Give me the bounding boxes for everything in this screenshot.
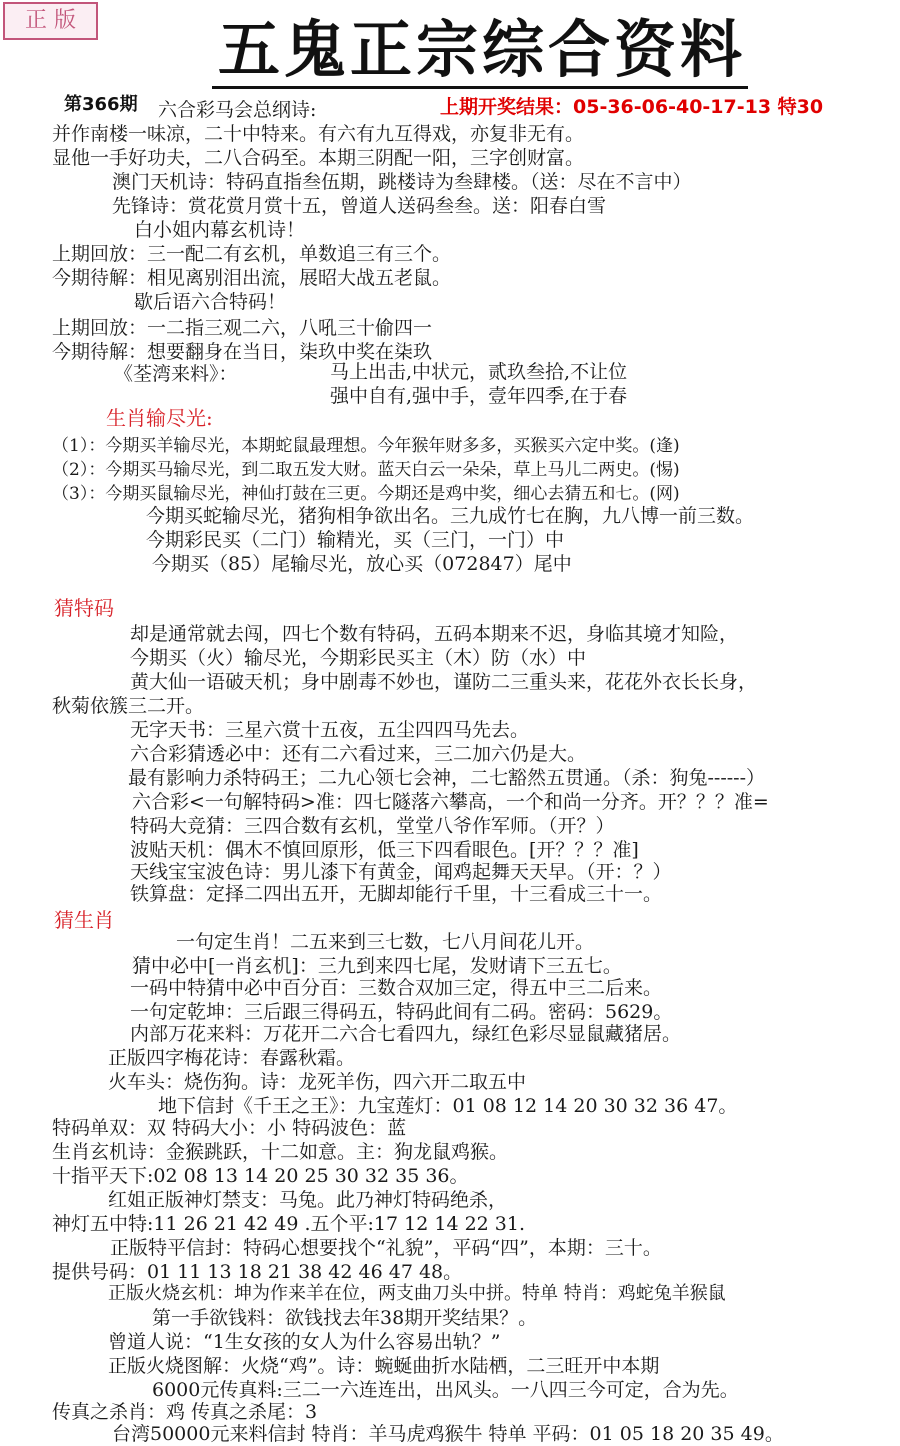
text-line: （1）：今期买羊输尽光，本期蛇鼠最理想。今年猴年财多多，买猴买六定中奖。(逢): [52, 436, 680, 456]
text-line: 一句定生肖！二五来到三七数，七八月间花儿开。: [176, 931, 595, 953]
text-line: 特码大竞猜：三四合数有玄机，堂堂八爷作军师。（开？）: [130, 815, 615, 837]
text-line: 正版火烧玄机：坤为作来羊在位，两支曲刀头中拼。特单 特肖：鸡蛇兔羊猴鼠: [108, 1283, 726, 1304]
text-line: 黄大仙一语破天机；身中剧毒不妙也，谨防二三重头来，花花外衣长长身，: [130, 671, 758, 693]
text-line: 上期回放：三一配二有玄机，单数追三有三个。: [52, 243, 452, 265]
section-heading-guess-zodiac: 猜生肖: [54, 908, 114, 932]
text-line: 十指平天下:02 08 13 14 20 25 30 32 35 36。: [52, 1165, 469, 1187]
authentic-badge: 正 版: [3, 2, 98, 40]
text-line: 六合彩<一句解特码>准：四七隧落六攀高，一个和尚一分齐。开？？？准=: [132, 791, 769, 813]
text-line: 强中自有,强中手，壹年四季,在于春: [330, 385, 628, 407]
text-line: 火车头：烧伤狗。诗：龙死羊伤，四六开二取五中: [108, 1071, 527, 1093]
text-line: 正版四字梅花诗：春露秋霜。: [108, 1047, 356, 1069]
text-line: 提供号码：01 11 13 18 21 38 42 46 47 48。: [52, 1261, 463, 1283]
text-line: 秋菊依簇三二开。: [52, 695, 205, 717]
text-line: 第一手欲钱料：欲钱找去年38期开奖结果？。: [152, 1307, 538, 1329]
text-line: 一码中特猜中必中百分百：三数合双加三定，得五中三二后来。: [130, 977, 663, 999]
title-underline: [212, 86, 748, 89]
text-line: 铁算盘：定择二四出五开，无脚却能行千里，十三看成三十一。: [130, 883, 663, 905]
text-line: 今期彩民买（二门）输精光，买（三门，一门）中: [146, 529, 565, 551]
text-line: 地下信封《千王之王》：九宝莲灯：01 08 12 14 20 30 32 36 47。: [158, 1095, 738, 1117]
text-line: 白小姐内幕玄机诗！: [134, 219, 306, 241]
text-line: 一句定乾坤：三后跟三得码五，特码此间有二码。密码：5629。: [130, 1001, 673, 1023]
text-line: 特码单双：双 特码大小：小 特码波色：蓝: [52, 1117, 407, 1139]
text-line: 先锋诗：赏花赏月赏十五，曾道人送码叁叁。送：阳春白雪: [112, 195, 607, 217]
section-heading-guess-special: 猜特码: [54, 596, 114, 620]
text-line: 内部万花来料：万花开二六合七看四九，绿红色彩尽显鼠藏猪居。: [130, 1023, 682, 1045]
text-line: 却是通常就去闯，四七个数有特码，五码本期来不迟，身临其境才知险，: [130, 623, 739, 645]
text-line: 今期买蛇输尽光，猪狗相争欲出名。三九成竹七在胸，九八博一前三数。: [146, 505, 755, 527]
text-line: 今期买（85）尾输尽光，放心买（072847）尾中: [152, 553, 572, 575]
text-line: 猜中必中[一肖玄机]：三九到来四七尾，发财请下三五七。: [132, 955, 622, 977]
text-line: 曾道人说：“1生女孩的女人为什么容易出轨？”: [108, 1331, 501, 1353]
text-line: 正版火烧图解：火烧“鸡”。诗：蜿蜒曲折水陆栖，二三旺开中本期: [108, 1355, 660, 1377]
text-line: 6000元传真料:三二一六连连出，出风头。一八四三今可定，合为先。: [152, 1379, 739, 1401]
text-line: 正版特平信封：特码心想要找个“礼貌”，平码“四”，本期：三十。: [110, 1237, 662, 1259]
issue-number: 第366期: [64, 94, 138, 115]
text-line: 传真之杀肖：鸡 传真之杀尾：3: [52, 1401, 318, 1423]
text-line: 今期待解：想要翻身在当日，柒玖中奖在柒玖: [52, 341, 433, 363]
page-title: 五鬼正宗综合资料: [217, 13, 746, 86]
text-line: （3）：今期买鼠输尽光，神仙打鼓在三更。今期还是鸡中奖，细心去猜五和七。(网): [52, 484, 680, 504]
text-line: 生肖玄机诗：金猴跳跃，十二如意。主：狗龙鼠鸡猴。: [52, 1141, 509, 1163]
text-line: 歇后语六合特码！: [134, 291, 287, 313]
text-line: 神灯五中特:11 26 21 42 49 .五个平:17 12 14 22 31.: [52, 1213, 526, 1235]
text-line: 《荃湾来料》：: [114, 363, 238, 385]
text-line: （2）：今期买马输尽光，到二取五发大财。蓝天白云一朵朵，草上马儿二两史。(惕): [52, 460, 680, 480]
last-draw-result: 上期开奖结果：05-36-06-40-17-13 特30: [440, 96, 824, 118]
text-line: 上期回放：一二指三观二六，八吼三十偷四一: [52, 317, 433, 339]
text-line: 并作南楼一味凉，二十中特来。有六有九互得戏，亦复非无有。: [52, 123, 585, 145]
text-line: 天线宝宝波色诗：男儿漆下有黄金，闻鸡起舞天天早。（开：？）: [130, 861, 672, 883]
text-line: 显他一手好功夫，二八合码至。本期三阴配一阳，三字创财富。: [52, 147, 585, 169]
text-line: 今期待解：相见离别泪出流，展昭大战五老鼠。: [52, 267, 452, 289]
text-line: 今期买（火）输尽光，今期彩民买主（木）防（水）中: [130, 647, 587, 669]
text-line: 无字天书：三星六赏十五夜，五尘四四马先去。: [130, 719, 530, 741]
section-heading-zodiac-lose: 生肖输尽光:: [106, 406, 213, 430]
text-line: 六合彩猜透必中：还有二六看过来，三二加六仍是大。: [130, 743, 587, 765]
text-line: 最有影响力杀特码王；二九心领七会神，二七豁然五贯通。（杀：狗兔------）: [128, 767, 766, 789]
text-line: 波贴天机：偶木不慎回原形，低三下四看眼色。[开？？？准]: [130, 839, 639, 861]
text-line: 红姐正版神灯禁支：马兔。此乃神灯特码绝杀，: [108, 1189, 508, 1211]
text-line: 台湾50000元来料信封 特肖：羊马虎鸡猴牛 特单 平码：01 05 18 20 35 49。: [112, 1423, 784, 1445]
text-line: 马上出击,中状元，贰玖叁拾,不让位: [330, 361, 628, 383]
text-line: 澳门天机诗：特码直指叁伍期，跳楼诗为叁肆楼。（送：尽在不言中）: [112, 171, 692, 193]
text-line: 六合彩马会总纲诗:: [158, 99, 317, 121]
